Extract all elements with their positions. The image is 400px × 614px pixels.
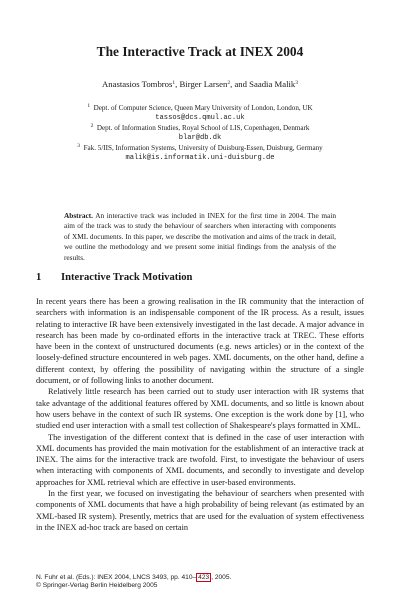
affiliation-marker: 1 (87, 103, 91, 109)
affiliation-marker: 2 (227, 80, 231, 86)
affiliation-marker: 2 (90, 123, 94, 129)
author-email: tassos@dcs.qmul.ac.uk (155, 113, 245, 122)
paper-title: The Interactive Track at INEX 2004 (96, 44, 304, 59)
section-title: Interactive Track Motivation (61, 272, 193, 283)
footer-citation-end: , 2005. (211, 574, 232, 581)
affiliation-2 (0, 122, 400, 143)
page-footer (36, 573, 231, 590)
paragraph-text: , who studied end user interaction with a small test collection of Shakespeare's plays formatted in XML. (36, 409, 365, 431)
author-name: Saadia Malik (249, 79, 296, 89)
author-list (0, 79, 400, 89)
footer-citation: N. Fuhr et al. (Eds.): INEX 2004, LNCS 3493, pp. 410– (36, 574, 197, 581)
author-email: blar@db.dk (178, 133, 222, 142)
author-separator: , and (230, 79, 250, 89)
abstract (64, 211, 336, 263)
paragraph (36, 386, 364, 431)
section-heading (36, 272, 192, 283)
paragraph: In the first year, we focused on investigating the behaviour of searchers when presented with components of XML documents that have a high probability of being relevant (as estimated by an XML-based IR system). Presently, metrics that are used for the evaluation of system effectiveness in the INEX ad-hoc track are based on certain (36, 489, 364, 532)
section-number: 1 (36, 272, 42, 283)
citation-link[interactable]: [1] (335, 409, 346, 419)
abstract-text: An interactive track was included in INEX for the first time in 2004. The main aim of the track was to study the behaviour of searchers when interacting with components of XML documents. In this paper, we describe the motivation and aims of the track in detail, we outline the methodology and we present some initial findings from the analysis of the results. (64, 211, 336, 262)
paragraph-text: Relatively little research has been carried out to study user interaction with IR systems that take advantage of the additional features offered by XML documents, and so little is known about how users behave in the context of such IR systems. One exception is the work done by (36, 387, 364, 419)
copyright-line: © Springer-Verlag Berlin Heidelberg 2005 (36, 582, 158, 590)
affiliation-text: Fak. 5/IIS, Information Systems, University of Duisburg-Essen, Duisburg, Germany (83, 144, 323, 152)
body-text (36, 296, 364, 533)
affiliation-marker: 1 (172, 80, 176, 86)
author-name: Birger Larsen (179, 79, 228, 89)
page-link[interactable]: 423 (198, 574, 210, 581)
author-email: malik@is.informatik.uni-duisburg.de (125, 153, 275, 162)
paragraph: The investigation of the different context that is defined in the case of user interaction with XML documents has provided the main motivation for the establishment of an interactive track at INEX. The aims for the interactive track are twofold. First, to investigate the behaviour of users when interacting with components of XML documents, and secondly to investigate and develop approaches for XML retrieval which are effective in user-based environments. (36, 432, 364, 487)
paragraph: In recent years there has been a growing realisation in the IR community that the interaction of searchers with information is an indispensable component of the IR process. As a result, issues relating to interactive IR have been extensively investigated in the last decade. A major advance in research has been made by co-ordinated efforts in the interactive track at TREC. These efforts have been in the context of unstructured documents (e.g. news articles) or in the context of the loosely-defined structure encountered in web pages. XML documents, on the other hand, define a different context, by offering the possibility of navigating within the structure of a single document, or of following links to another document. (36, 297, 364, 386)
affiliation-marker: 3 (295, 80, 299, 86)
affiliation-marker: 3 (77, 143, 81, 149)
affiliation-text: Dept. of Information Studies, Royal School of LIS, Copenhagen, Denmark (96, 124, 310, 132)
author-separator: , (175, 79, 180, 89)
affiliation-text: Dept. of Computer Science, Queen Mary University of London, London, UK (93, 104, 313, 112)
affiliation-1 (0, 102, 400, 123)
author-name: Anastasios Tombros (101, 79, 173, 89)
abstract-label: Abstract. (64, 211, 93, 220)
affiliation-3 (0, 142, 400, 163)
